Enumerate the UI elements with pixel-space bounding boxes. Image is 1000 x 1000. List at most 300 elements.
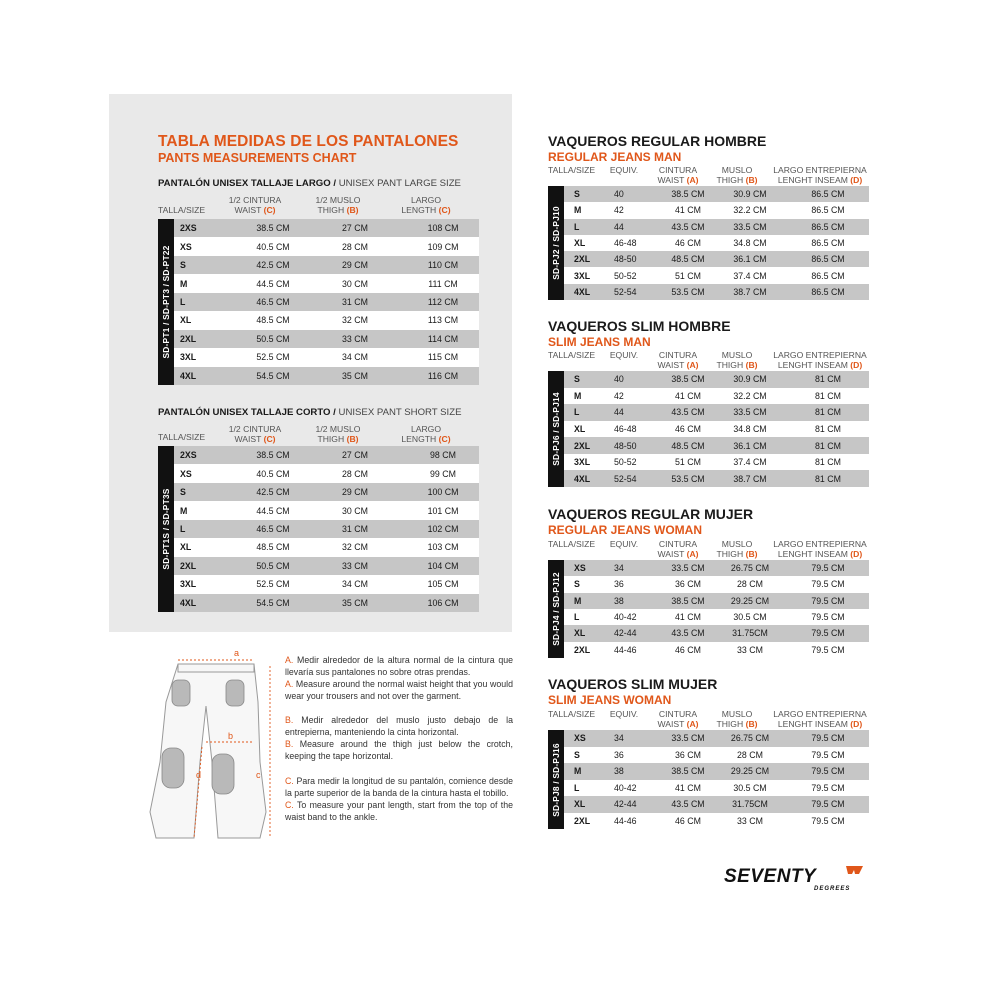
- model-code-label: SD-PJ8 / SD-PJ16: [548, 730, 564, 829]
- header-size: TALLA/SIZE: [548, 165, 596, 175]
- header-length-line2: LENGTH (C): [401, 434, 451, 444]
- value-cell: 43.5 CM: [671, 221, 705, 232]
- value-cell: 44.5 CM: [256, 505, 290, 516]
- table-row: [564, 780, 869, 797]
- value-cell: 34: [614, 563, 624, 574]
- slim-woman-title: VAQUEROS SLIM MUJER: [548, 676, 718, 692]
- table-row: [564, 625, 869, 641]
- header-equiv: EQUIV.: [609, 350, 639, 360]
- size-cell: 2XL: [180, 333, 197, 344]
- label-d: d: [196, 770, 202, 780]
- size-cell: 2XL: [574, 644, 591, 655]
- value-cell: 48.5 CM: [671, 254, 705, 265]
- value-cell: 31 CM: [342, 296, 368, 307]
- size-cell: L: [180, 523, 186, 534]
- value-cell: 38.5 CM: [671, 595, 705, 606]
- value-cell: 116 CM: [427, 370, 459, 381]
- size-cell: S: [574, 374, 580, 385]
- large-size-title-en: UNISEX PANT LARGE SIZE: [338, 178, 461, 189]
- value-cell: 99 CM: [430, 468, 456, 479]
- size-cell: M: [574, 205, 582, 216]
- table-row: [174, 483, 479, 501]
- size-cell: XS: [574, 733, 586, 744]
- slim-man-title: VAQUEROS SLIM HOMBRE: [548, 318, 731, 334]
- short-size-title: [158, 407, 462, 418]
- value-cell: 46 CM: [675, 238, 701, 248]
- value-cell: 106 CM: [427, 597, 459, 608]
- table-row: [174, 464, 479, 482]
- value-cell: 33 CM: [342, 333, 368, 344]
- value-cell: 79.5 CM: [811, 595, 845, 606]
- value-cell: 112 CM: [427, 296, 459, 307]
- table-row: [564, 421, 869, 438]
- value-cell: 30.5 CM: [733, 782, 767, 793]
- value-cell: 53.5 CM: [671, 286, 705, 297]
- value-cell: 29 CM: [342, 260, 368, 271]
- header-waist-line1: 1/2 CINTURA: [228, 195, 282, 205]
- value-cell: 48.5 CM: [671, 440, 705, 451]
- value-cell: 79.5 CM: [811, 782, 845, 793]
- svg-text:DEGREES: DEGREES: [814, 886, 851, 892]
- value-cell: 86.5 CM: [811, 270, 845, 281]
- value-cell: 30 CM: [342, 505, 368, 516]
- value-cell: 52-54: [614, 286, 637, 297]
- table-row: [174, 446, 479, 464]
- value-cell: 81 CM: [815, 407, 841, 418]
- value-cell: 35 CM: [342, 597, 368, 608]
- value-cell: 44: [614, 407, 624, 418]
- value-cell: 46-48: [614, 238, 637, 248]
- header-length-line1: LARGO: [410, 424, 442, 434]
- value-cell: 42: [614, 390, 624, 401]
- slim-woman-subtitle: SLIM JEANS WOMAN: [548, 693, 672, 707]
- table-row: [564, 642, 869, 658]
- value-cell: 32.2 CM: [733, 205, 767, 216]
- size-cell: L: [574, 221, 580, 232]
- regular-man-table: [548, 186, 869, 300]
- header-length: [396, 195, 456, 215]
- regular-man-subtitle: REGULAR JEANS MAN: [548, 150, 682, 164]
- value-cell: 114 CM: [427, 333, 459, 344]
- value-cell: 30.9 CM: [733, 189, 767, 200]
- size-cell: XL: [180, 542, 192, 553]
- value-cell: 42-44: [614, 628, 637, 639]
- size-cell: 4XL: [574, 473, 591, 484]
- table-row: [564, 404, 869, 421]
- model-code-label: SD-PJ4 / SD-PJ12: [548, 560, 564, 658]
- short-size-title-en: UNISEX PANT SHORT SIZE: [338, 407, 462, 418]
- value-cell: 86.5 CM: [811, 238, 845, 248]
- header-waist: CINTURA WAIST (A): [657, 165, 699, 185]
- table-row: [564, 284, 869, 300]
- page-title: TABLA MEDIDAS DE LOS PANTALONES: [158, 133, 459, 150]
- size-cell: L: [574, 782, 580, 793]
- instruction-c-en: C. To measure your pant length, start from the top of the waist band to the ankle.: [285, 800, 513, 822]
- large-size-title-es: PANTALÓN UNISEX TALLAJE LARGO /: [158, 178, 339, 189]
- value-cell: 37.4 CM: [733, 270, 767, 281]
- value-cell: 38.5 CM: [256, 450, 290, 461]
- value-cell: 46.5 CM: [256, 523, 290, 534]
- header-equiv: EQUIV.: [609, 539, 639, 549]
- value-cell: 27 CM: [342, 450, 368, 461]
- regular-man-title: VAQUEROS REGULAR HOMBRE: [548, 133, 767, 149]
- value-cell: 86.5 CM: [811, 254, 845, 265]
- value-cell: 50.5 CM: [256, 333, 290, 344]
- value-cell: 37.4 CM: [733, 457, 767, 468]
- instruction-b: [285, 714, 513, 762]
- instruction-b-en: B. Measure around the thigh just below the crotch, keeping the tape horizontal.: [285, 739, 513, 761]
- value-cell: 51 CM: [675, 270, 701, 281]
- size-cell: 3XL: [574, 457, 591, 468]
- value-cell: 98 CM: [430, 450, 456, 461]
- size-cell: XS: [180, 468, 192, 479]
- header-thigh: MUSLO THIGH (B): [716, 709, 758, 729]
- size-cell: 2XL: [574, 815, 591, 826]
- value-cell: 40-42: [614, 782, 637, 793]
- header-waist-line2: WAIST (C): [234, 205, 276, 215]
- value-cell: 110 CM: [427, 260, 459, 271]
- seventy-degrees-logo: [722, 862, 882, 892]
- table-row: [564, 470, 869, 487]
- value-cell: 34.8 CM: [733, 238, 767, 248]
- header-thigh-line2: THIGH (B): [317, 205, 359, 215]
- header-inseam: LARGO ENTREPIERNA LENGHT INSEAM (D): [773, 539, 867, 559]
- pants-diagram: [148, 642, 278, 842]
- value-cell: 42: [614, 205, 624, 216]
- size-cell: XL: [180, 315, 192, 326]
- value-cell: 100 CM: [427, 487, 459, 498]
- value-cell: 34 CM: [342, 579, 368, 590]
- table-row: [174, 293, 479, 311]
- value-cell: 33.5 CM: [733, 221, 767, 232]
- value-cell: 38.5 CM: [256, 223, 290, 234]
- value-cell: 33 CM: [737, 644, 763, 655]
- size-cell: XS: [574, 563, 586, 574]
- value-cell: 38.7 CM: [733, 473, 767, 484]
- large-size-table: [158, 219, 479, 385]
- value-cell: 28 CM: [737, 749, 763, 760]
- size-cell: S: [574, 189, 580, 200]
- value-cell: 50-52: [614, 457, 637, 468]
- regular-woman-table: [548, 560, 869, 658]
- value-cell: 42.5 CM: [256, 487, 290, 498]
- size-cell: S: [574, 579, 580, 590]
- value-cell: 31.75CM: [732, 799, 768, 810]
- header-inseam: LARGO ENTREPIERNA LENGHT INSEAM (D): [773, 350, 867, 370]
- value-cell: 29.25 CM: [730, 766, 770, 777]
- header-waist: CINTURA WAIST (A): [657, 539, 699, 559]
- size-cell: M: [574, 595, 582, 606]
- value-cell: 26.75 CM: [730, 733, 770, 744]
- value-cell: 38.7 CM: [733, 286, 767, 297]
- value-cell: 38: [614, 766, 624, 777]
- value-cell: 105 CM: [427, 579, 459, 590]
- size-cell: 2XL: [180, 560, 197, 571]
- table-row: [174, 274, 479, 292]
- table-row: [174, 501, 479, 519]
- label-a: a: [234, 648, 240, 658]
- value-cell: 46.5 CM: [256, 296, 290, 307]
- value-cell: 28 CM: [737, 579, 763, 590]
- value-cell: 79.5 CM: [811, 766, 845, 777]
- header-size: TALLA/SIZE: [548, 350, 596, 360]
- value-cell: 33.5 CM: [733, 407, 767, 418]
- table-row: [174, 575, 479, 593]
- value-cell: 79.5 CM: [811, 644, 845, 655]
- table-row: [174, 219, 479, 237]
- header-thigh: MUSLO THIGH (B): [716, 350, 758, 370]
- value-cell: 46 CM: [675, 423, 701, 434]
- value-cell: 108 CM: [427, 223, 459, 234]
- model-code-label: SD-PT1 / SD-PT3 / SD-PT22: [158, 219, 174, 385]
- size-cell: M: [574, 390, 582, 401]
- table-row: [564, 454, 869, 471]
- value-cell: 48.5 CM: [256, 542, 290, 553]
- value-cell: 50.5 CM: [256, 560, 290, 571]
- table-row: [564, 560, 869, 576]
- header-waist: CINTURA WAIST (A): [657, 709, 699, 729]
- slim-man-subtitle: SLIM JEANS MAN: [548, 335, 651, 349]
- value-cell: 38.5 CM: [671, 374, 705, 385]
- value-cell: 26.75 CM: [730, 563, 770, 574]
- slim-man-table: [548, 371, 869, 487]
- size-cell: S: [574, 749, 580, 760]
- size-cell: L: [574, 612, 580, 623]
- value-cell: 28 CM: [342, 241, 368, 252]
- value-cell: 36: [614, 579, 624, 590]
- header-thigh-line1: 1/2 MUSLO: [315, 195, 361, 205]
- header-size: TALLA/SIZE: [158, 432, 206, 442]
- value-cell: 115 CM: [427, 352, 459, 363]
- table-row: [564, 388, 869, 405]
- table-row: [174, 348, 479, 366]
- value-cell: 54.5 CM: [256, 370, 290, 381]
- value-cell: 86.5 CM: [811, 205, 845, 216]
- value-cell: 43.5 CM: [671, 407, 705, 418]
- instruction-b-es: B. Medir alrededor del muslo justo debajo de la entrepierna, manteniendo la cinta horizontal.: [285, 715, 513, 737]
- table-row: [564, 747, 869, 764]
- size-cell: 4XL: [574, 286, 591, 297]
- size-cell: XL: [574, 628, 586, 639]
- value-cell: 81 CM: [815, 374, 841, 385]
- value-cell: 34: [614, 733, 624, 744]
- value-cell: 81 CM: [815, 390, 841, 401]
- slim-woman-table: [548, 730, 869, 829]
- value-cell: 52-54: [614, 473, 637, 484]
- table-row: [564, 730, 869, 747]
- size-cell: XL: [574, 423, 586, 434]
- size-cell: 3XL: [180, 579, 197, 590]
- value-cell: 41 CM: [675, 390, 701, 401]
- size-cell: S: [180, 487, 186, 498]
- size-cell: 3XL: [180, 352, 197, 363]
- value-cell: 43.5 CM: [671, 628, 705, 639]
- header-inseam: LARGO ENTREPIERNA LENGHT INSEAM (D): [773, 165, 867, 185]
- value-cell: 36 CM: [675, 749, 701, 760]
- value-cell: 46 CM: [675, 644, 701, 655]
- value-cell: 31.75CM: [732, 628, 768, 639]
- value-cell: 27 CM: [342, 223, 368, 234]
- value-cell: 86.5 CM: [811, 221, 845, 232]
- value-cell: 33 CM: [737, 815, 763, 826]
- table-row: [564, 576, 869, 592]
- size-cell: S: [180, 260, 186, 271]
- table-row: [564, 267, 869, 283]
- table-row: [174, 256, 479, 274]
- header-waist: [225, 424, 285, 444]
- table-row: [564, 763, 869, 780]
- value-cell: 81 CM: [815, 457, 841, 468]
- header-thigh: MUSLO THIGH (B): [716, 539, 758, 559]
- value-cell: 79.5 CM: [811, 563, 845, 574]
- value-cell: 40: [614, 374, 624, 385]
- value-cell: 79.5 CM: [811, 579, 845, 590]
- value-cell: 79.5 CM: [811, 799, 845, 810]
- value-cell: 113 CM: [427, 315, 459, 326]
- large-size-title: [158, 178, 461, 189]
- value-cell: 81 CM: [815, 440, 841, 451]
- value-cell: 35 CM: [342, 370, 368, 381]
- value-cell: 52.5 CM: [256, 579, 290, 590]
- header-length: [396, 424, 456, 444]
- table-row: [564, 219, 869, 235]
- value-cell: 44.5 CM: [256, 278, 290, 289]
- value-cell: 101 CM: [427, 505, 459, 516]
- size-cell: 2XL: [574, 440, 591, 451]
- instruction-a-es: A. Medir alrededor de la altura normal de la cintura que llevaría sus pantalones no sobre otras prendas.: [285, 655, 513, 677]
- value-cell: 42-44: [614, 799, 637, 810]
- value-cell: 29 CM: [342, 487, 368, 498]
- instruction-c-es: C. Para medir la longitud de su pantalón, comience desde la parte superior de la banda de la cintura hasta el tobillo.: [285, 776, 513, 798]
- size-cell: M: [180, 505, 188, 516]
- value-cell: 40.5 CM: [256, 468, 290, 479]
- table-row: [564, 437, 869, 454]
- header-thigh: [308, 424, 368, 444]
- model-code-label: SD-PJ6 / SD-PJ14: [548, 371, 564, 487]
- value-cell: 109 CM: [427, 241, 459, 252]
- header-equiv: EQUIV.: [609, 165, 639, 175]
- table-row: [564, 371, 869, 388]
- table-row: [564, 796, 869, 813]
- header-length-line1: LARGO: [410, 195, 442, 205]
- value-cell: 30 CM: [342, 278, 368, 289]
- header-thigh: MUSLO THIGH (B): [716, 165, 758, 185]
- value-cell: 86.5 CM: [811, 189, 845, 200]
- instruction-c: [285, 775, 513, 823]
- value-cell: 28 CM: [342, 468, 368, 479]
- value-cell: 102 CM: [427, 523, 459, 534]
- value-cell: 29.25 CM: [730, 595, 770, 606]
- value-cell: 79.5 CM: [811, 733, 845, 744]
- header-thigh-line2: THIGH (B): [317, 434, 359, 444]
- value-cell: 32 CM: [342, 315, 368, 326]
- table-row: [174, 557, 479, 575]
- table-row: [174, 594, 479, 612]
- value-cell: 32.2 CM: [733, 390, 767, 401]
- value-cell: 40: [614, 189, 624, 200]
- value-cell: 38.5 CM: [671, 766, 705, 777]
- header-size: TALLA/SIZE: [158, 205, 206, 215]
- regular-woman-title: VAQUEROS REGULAR MUJER: [548, 506, 754, 522]
- table-row: [174, 520, 479, 538]
- table-row: [174, 330, 479, 348]
- size-cell: L: [574, 407, 580, 418]
- value-cell: 41 CM: [675, 782, 701, 793]
- header-waist: CINTURA WAIST (A): [657, 350, 699, 370]
- label-c: c: [256, 770, 261, 780]
- page-subtitle: PANTS MEASUREMENTS CHART: [158, 151, 357, 165]
- value-cell: 79.5 CM: [811, 815, 845, 826]
- value-cell: 48.5 CM: [256, 315, 290, 326]
- header-thigh-line1: 1/2 MUSLO: [315, 424, 361, 434]
- value-cell: 40.5 CM: [256, 241, 290, 252]
- value-cell: 104 CM: [427, 560, 459, 571]
- value-cell: 34 CM: [342, 352, 368, 363]
- value-cell: 30.5 CM: [733, 612, 767, 623]
- instruction-a: [285, 654, 513, 702]
- value-cell: 81 CM: [815, 423, 841, 434]
- table-row: [564, 235, 869, 251]
- svg-text:SEVENTY: SEVENTY: [724, 866, 817, 887]
- value-cell: 36.1 CM: [733, 440, 767, 451]
- table-row: [174, 367, 479, 385]
- value-cell: 46-48: [614, 423, 637, 434]
- table-row: [564, 186, 869, 202]
- value-cell: 52.5 CM: [256, 352, 290, 363]
- value-cell: 36.1 CM: [733, 254, 767, 265]
- size-cell: M: [574, 766, 582, 777]
- value-cell: 40-42: [614, 612, 637, 623]
- table-row: [174, 237, 479, 255]
- value-cell: 36 CM: [675, 579, 701, 590]
- value-cell: 34.8 CM: [733, 423, 767, 434]
- size-cell: L: [180, 296, 186, 307]
- size-cell: 2XS: [180, 450, 197, 461]
- value-cell: 43.5 CM: [671, 799, 705, 810]
- header-equiv: EQUIV.: [609, 709, 639, 719]
- header-waist-line1: 1/2 CINTURA: [228, 424, 282, 434]
- table-row: [564, 202, 869, 218]
- size-cell: M: [180, 278, 188, 289]
- model-code-label: SD-PT1S / SD-PT3S: [158, 446, 174, 612]
- size-cell: 2XS: [180, 223, 197, 234]
- value-cell: 86.5 CM: [811, 286, 845, 297]
- value-cell: 36: [614, 749, 624, 760]
- value-cell: 51 CM: [675, 457, 701, 468]
- header-size: TALLA/SIZE: [548, 539, 596, 549]
- value-cell: 81 CM: [815, 473, 841, 484]
- value-cell: 48-50: [614, 440, 637, 451]
- value-cell: 30.9 CM: [733, 374, 767, 385]
- header-size: TALLA/SIZE: [548, 709, 596, 719]
- size-cell: XL: [574, 238, 586, 248]
- value-cell: 38.5 CM: [671, 189, 705, 200]
- table-row: [174, 311, 479, 329]
- table-row: [564, 593, 869, 609]
- value-cell: 41 CM: [675, 205, 701, 216]
- value-cell: 103 CM: [427, 542, 459, 553]
- value-cell: 44-46: [614, 815, 637, 826]
- value-cell: 33 CM: [342, 560, 368, 571]
- value-cell: 32 CM: [342, 542, 368, 553]
- value-cell: 38: [614, 595, 624, 606]
- instruction-a-en: A. Measure around the normal waist height that you would wear your trousers and not over the garment.: [285, 679, 514, 701]
- value-cell: 50-52: [614, 270, 637, 281]
- value-cell: 79.5 CM: [811, 612, 845, 623]
- size-cell: XS: [180, 241, 192, 252]
- table-row: [564, 609, 869, 625]
- label-b: b: [228, 731, 234, 741]
